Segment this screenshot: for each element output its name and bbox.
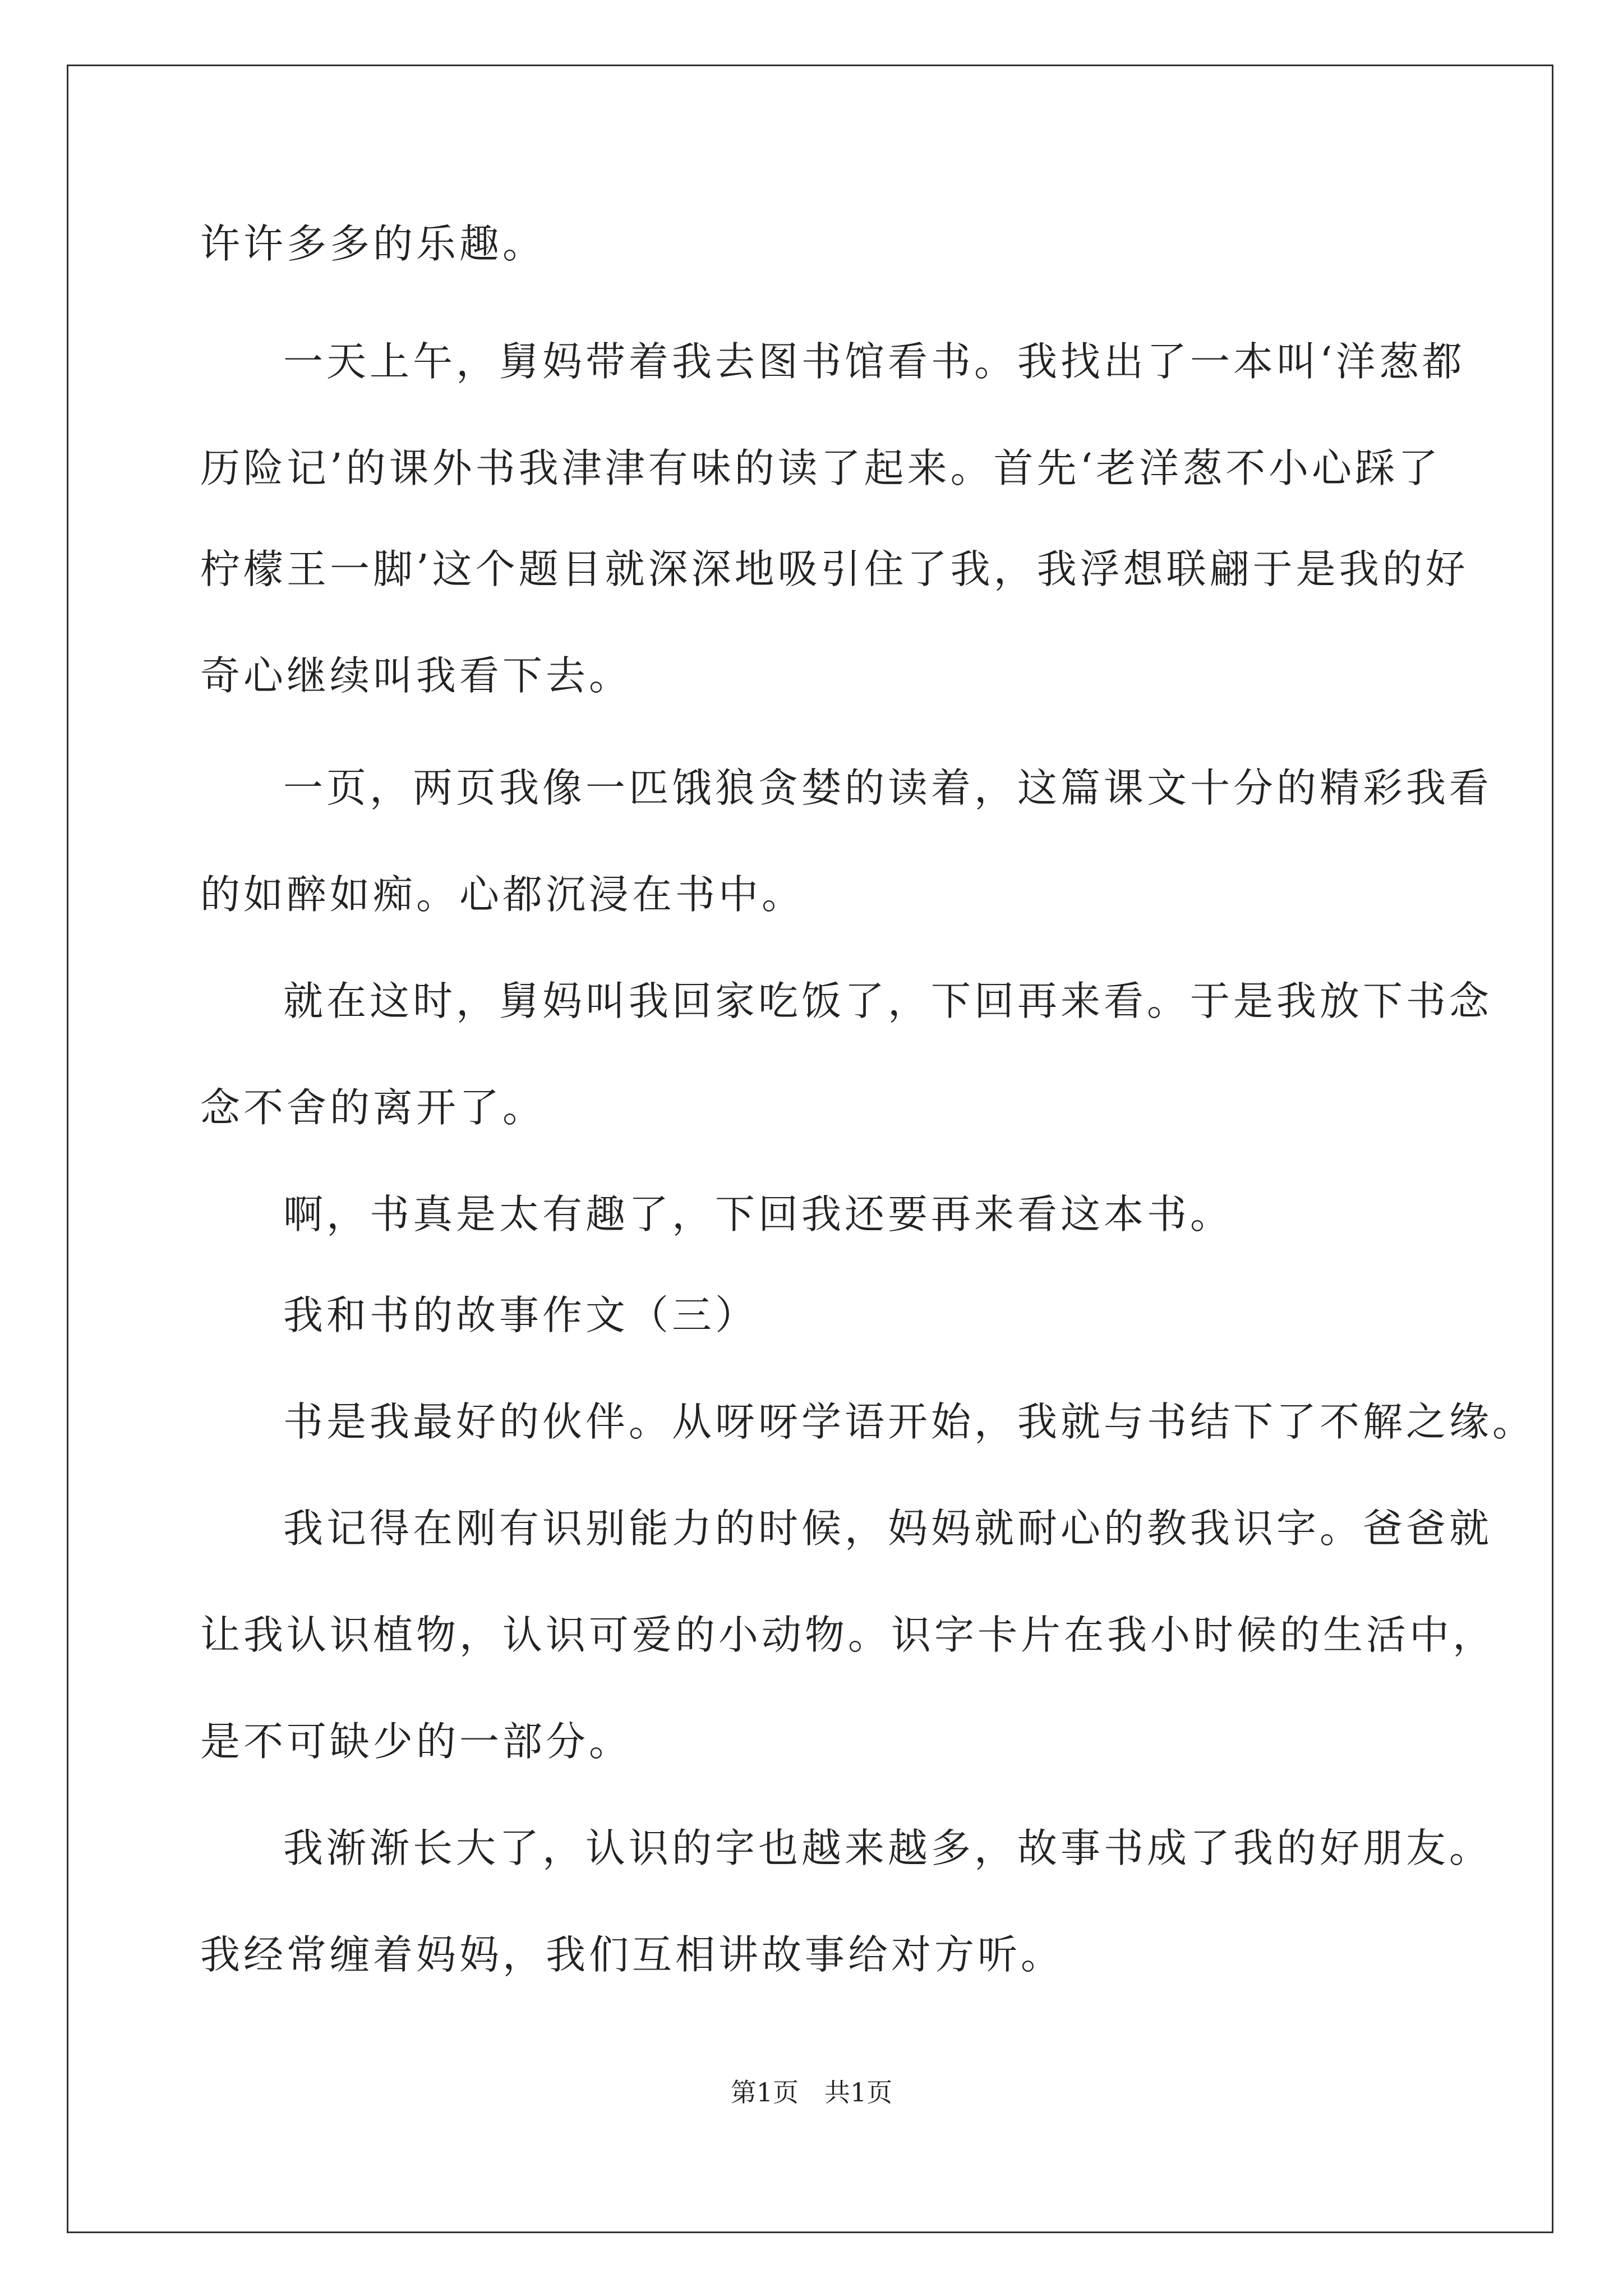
text-line: 念不舍的离开了。: [200, 1084, 546, 1131]
text-line: 让我认识植物，认识可爱的小动物。识字卡片在我小时候的生活中，: [200, 1612, 1496, 1658]
section-heading: 我和书的故事作文（三）: [283, 1292, 759, 1338]
text-line: 许许多多的乐趣。: [200, 220, 546, 267]
text-line: 就在这时，舅妈叫我回家吃饭了，下回再来看。于是我放下书念: [283, 978, 1493, 1024]
page-total: 共1页: [824, 2077, 893, 2108]
text-line: 是不可缺少的一部分。: [200, 1718, 633, 1765]
text-line: 柠檬王一脚’这个题目就深深地吸引住了我，我浮想联翩于是我的好: [200, 546, 1469, 592]
text-line: 一页，两页我像一匹饿狼贪婪的读着，这篇课文十分的精彩我看: [283, 765, 1493, 811]
text-line: 书是我最好的伙伴。从呀呀学语开始，我就与书结下了不解之缘。: [283, 1398, 1536, 1445]
text-line: 历险记’的课外书我津津有味的读了起来。首先‘老洋葱不小心踩了: [200, 445, 1442, 491]
page-footer: [0, 2076, 1623, 2109]
text-line: 我渐渐长大了，认识的字也越来越多，故事书成了我的好朋友。: [283, 1825, 1493, 1871]
page-border: [67, 65, 1553, 2233]
text-line: 我记得在刚有识别能力的时候，妈妈就耐心的教我识字。爸爸就: [283, 1505, 1493, 1552]
text-line: 啊，书真是太有趣了，下回我还要再来看这本书。: [283, 1191, 1234, 1237]
text-line: 奇心继续叫我看下去。: [200, 652, 633, 699]
text-line: 一天上午，舅妈带着我去图书馆看书。我找出了一本叫‘洋葱都: [283, 338, 1465, 385]
page-number: 第1页: [730, 2077, 799, 2108]
text-line: 我经常缠着妈妈，我们互相讲故事给对方听。: [200, 1931, 1064, 1978]
text-line: 的如醉如痴。心都沉浸在书中。: [200, 871, 805, 918]
